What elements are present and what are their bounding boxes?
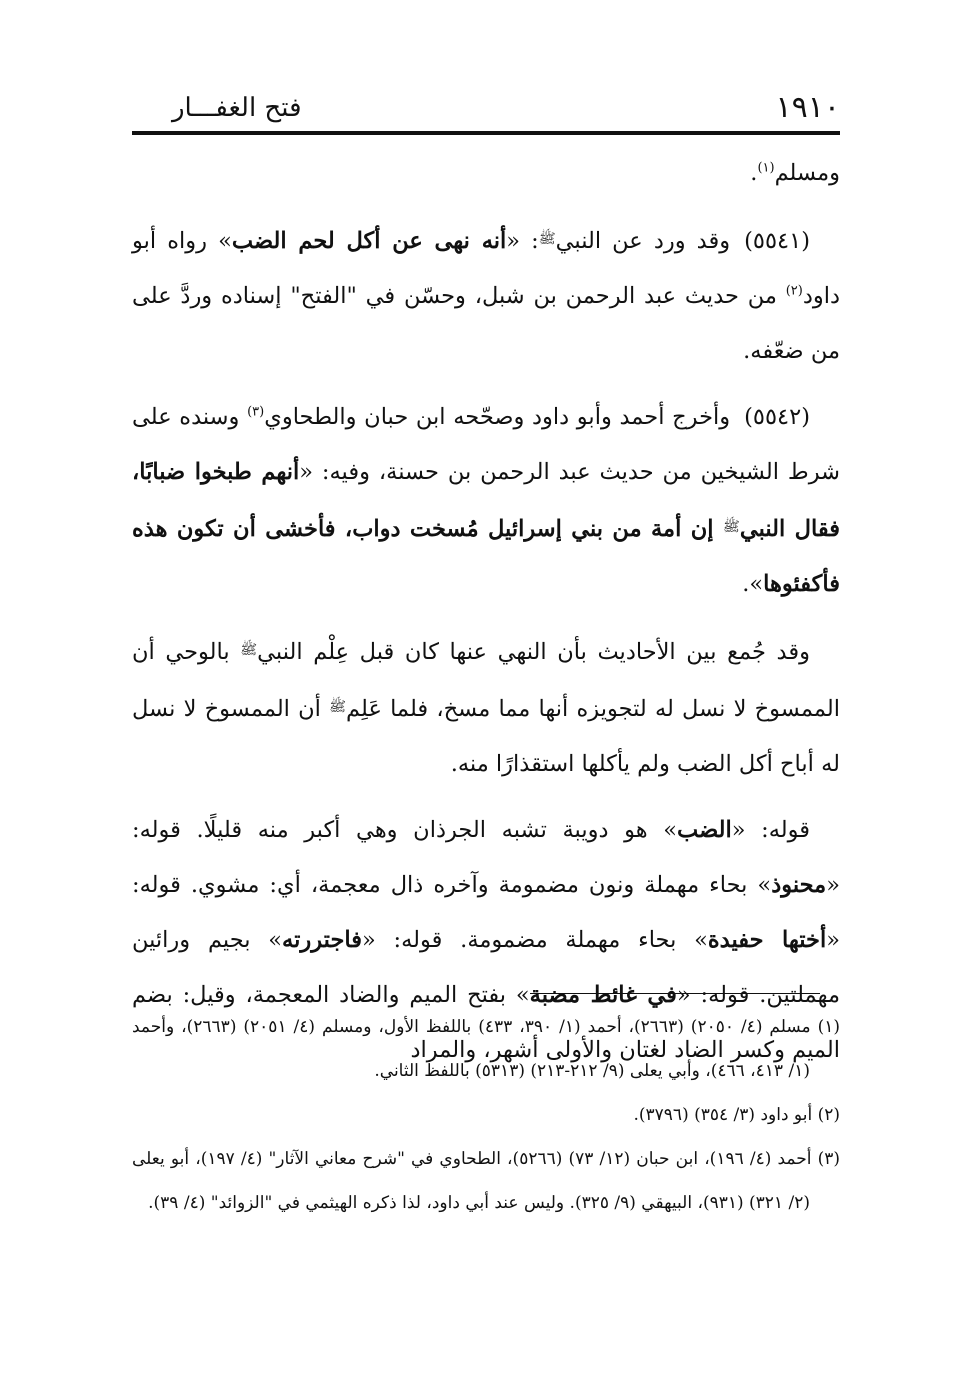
paragraph-continuation: ومسلم$^{(١)}$. [750,160,840,186]
footnote-separator [530,993,820,994]
main-text [132,146,840,1089]
hadith-quote-cont: إن أمة من بني إسرائيل مُسخت دواب، فأخشى أن تكون هذه فأكفئوها [132,516,840,597]
paragraph-glossary: قوله: «الضب» هو دويبة تشبه الجرذان وهي أكبر منه قليلًا. قوله: «محنوذ» بحاء مهملة ونون مضمومة وآخره ذال معجمة، أي: مشوي. قوله: «أختها حفيدة» بحاء مهملة مضمومة. قوله: «فاجتررته» بجيم ورائين مهملتين. قوله: «في غائط مضبة» بفتح الميم والضاد المعجمة، وقيل: بضم الميم وكسر الضاد لغتان والأولى أشهر، والمراد [132,817,840,1063]
paragraph-5541: (٥٥٤١)وقد ورد عن النبي$^ﷺ$: «أنه نهى عن أكل لحم الضب» رواه أبو داود$^{(٢)}$ من حديث عبد الرحمن بن شبل، وحسّن في "الفتح" إسناده وردَّ على من ضعّفه. [132,228,840,364]
term: فاجتررته [282,927,362,953]
footnote-ref-1: (١) [757,160,775,176]
paragraph-reconciliation: وقد جُمع بين الأحاديث بأن النهي عنها كان قبل عِلْم النبي$^ﷺ$ بالوحي أن الممسوخ لا نسل له لتجويزه أنها مما مسخ، فلما عَلِم$^ﷺ$ أن الممسوخ لا نسل له أباح أكل الضب ولم يأكلها استقذارًا منه. [132,639,840,777]
paragraph-5542: (٥٥٤٢)وأخرج أحمد وأبو داود وصحّحه ابن حبان والطحاوي$^{(٣)}$ وسنده على شرط الشيخين من حديث عبد الرحمن بن حسنة، وفيه: «أنهم طبخوا ضبابًا، فقال النبي$^ﷺ$ إن أمة من بني إسرائيل مُسخت دواب، فأخشى أن تكون هذه فأكفئوها». [132,404,840,597]
salutation-glyph: ﷺ [240,642,258,658]
salutation-glyph: ﷺ [538,231,556,247]
hadith-number: (٥٥٤٢) [744,404,810,430]
footnote-ref-3: (٣) [247,404,265,420]
page-number: ١٩١٠ [775,90,840,125]
salutation-glyph: ﷺ [329,699,347,715]
page-header [132,86,840,130]
salutation-glyph: ﷺ [722,519,740,535]
term: في غائط مضبة [529,982,677,1008]
running-title: فتح الغفـــار [172,93,302,123]
hadith-number: (٥٥٤١) [744,228,810,254]
footnote-2: (٢) أبو داود (٣/ ٣٥٤) (٣٧٩٦). [633,1105,840,1125]
hadith-quote: أنه نهى عن أكل لحم الضب [231,228,507,254]
footnote-ref-2: (٢) [785,283,803,299]
term: أختها حفيدة [707,927,827,953]
footnote-1: (١) مسلم (٤/ ٢٠٥٠) (٢٦٦٣)، أحمد (١/ ٣٩٠، ٤٣٣) باللفظ الأول، ومسلم (٤/ ٢٠٥١) (٢٦٦٣)، وأحمد (١/ ٤١٣، ٤٦٦)، وأبي يعلى (٩/ ٢١٢-٢١٣) (٥٣١٣) باللفظ الثاني. [132,1017,841,1081]
footnote-3: (٣) أحمد (٤/ ١٩٦)، ابن حبان (١٢/ ٧٣) (٥٢٦٦)، الطحاوي في "شرح معاني الآثار" (٤/ ١٩٧)، أبو يعلى (٢/ ٣٢١) (٩٣١)، البيهقي (٩/ ٣٢٥). وليس عند أبي داود، لذا ذكره الهيثمي في "الزوائد" (٤/ ٣٩). [132,1149,840,1213]
term: محنوذ [771,872,827,898]
term: الضب [677,817,732,843]
footnotes [132,1005,840,1225]
header-rule [132,131,840,135]
hadith-quote: أنهم طبخوا ضبابًا، فقال النبي [132,459,840,542]
